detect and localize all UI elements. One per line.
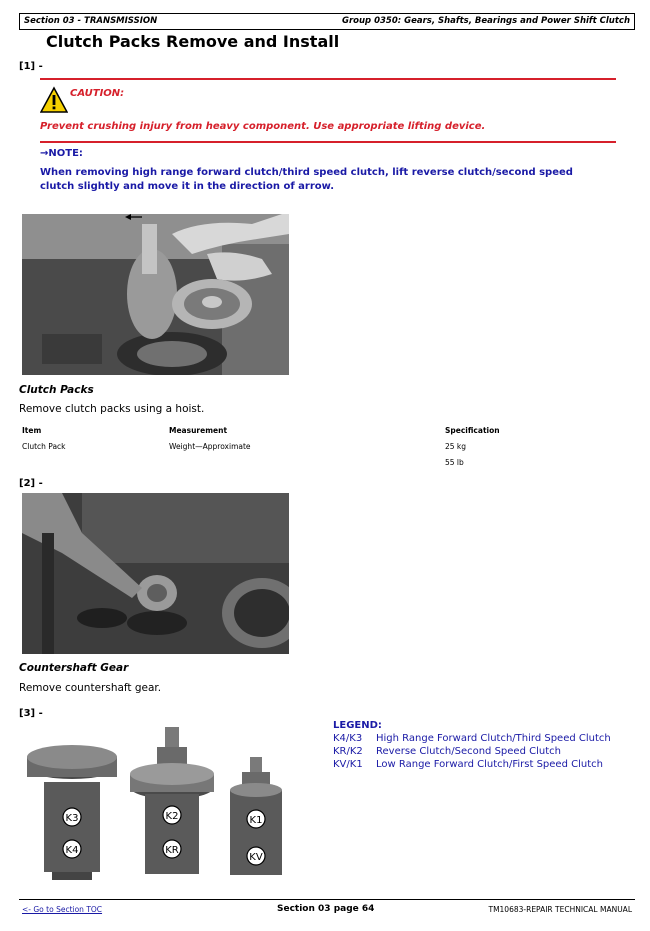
countershaft-instruction: Remove countershaft gear.	[19, 682, 162, 694]
legend-code: K4/K3	[333, 733, 363, 744]
group-label: Group 0350: Gears, Shafts, Bearings and Power Shift Clutch	[341, 16, 630, 26]
caution-bottom-rule	[40, 141, 616, 143]
spec-cell: Clutch Pack	[22, 442, 66, 451]
spec-cell: Weight—Approximate	[169, 442, 251, 451]
legend-title: LEGEND:	[333, 720, 382, 731]
countershaft-gear-photo	[22, 493, 289, 654]
caution-text: Prevent crushing injury from heavy component. Use appropriate lifting device.	[40, 121, 486, 132]
note-text: When removing high range forward clutch/third speed clutch, lift reverse clutch/second speed clutch slightly and move it in the direction of arrow.	[40, 167, 573, 192]
countershaft-caption: Countershaft Gear	[19, 662, 129, 674]
legend-desc: Low Range Forward Clutch/First Speed Clutch	[376, 759, 603, 770]
caution-top-rule	[40, 78, 616, 80]
label-k3: K3	[65, 813, 79, 824]
page-title: Clutch Packs Remove and Install	[46, 32, 340, 51]
clutch-packs-caption: Clutch Packs	[19, 384, 94, 396]
label-k2: K2	[165, 811, 179, 822]
caution-label: CAUTION:	[70, 88, 125, 99]
legend-code: KR/K2	[333, 746, 363, 757]
step-1-label: [1] -	[19, 61, 43, 72]
legend-desc: Reverse Clutch/Second Speed Clutch	[376, 746, 561, 757]
label-k4: K4	[65, 845, 79, 856]
clutch-packs-photo	[22, 214, 289, 375]
step-3-label: [3] -	[19, 708, 43, 719]
footer-rule	[19, 899, 635, 900]
clutch-packs-instruction: Remove clutch packs using a hoist.	[19, 403, 205, 415]
spec-header-measurement: Measurement	[169, 426, 228, 435]
label-kr: KR	[165, 845, 179, 856]
legend-code: KV/K1	[333, 759, 363, 770]
page-header	[19, 13, 635, 30]
step-2-label: [2] -	[19, 478, 43, 489]
label-k1: K1	[249, 815, 263, 826]
spec-cell: 25 kg	[445, 442, 467, 451]
section-label: Section 03 - TRANSMISSION	[24, 16, 158, 26]
legend-desc: High Range Forward Clutch/Third Speed Clutch	[376, 733, 611, 744]
label-kv: KV	[249, 852, 263, 863]
spec-header-item: Item	[22, 426, 42, 435]
spec-header-specification: Specification	[445, 426, 500, 435]
spec-cell: 55 lb	[445, 458, 464, 467]
page-number: Section 03 page 64	[277, 904, 375, 914]
go-to-section-toc-link[interactable]: <- Go to Section TOC	[22, 905, 103, 914]
note-label: →NOTE:	[40, 148, 83, 159]
clutch-packs-identified-photo	[22, 722, 289, 883]
manual-title: TM10683-REPAIR TECHNICAL MANUAL	[488, 905, 632, 914]
warning-triangle-icon	[40, 86, 68, 114]
